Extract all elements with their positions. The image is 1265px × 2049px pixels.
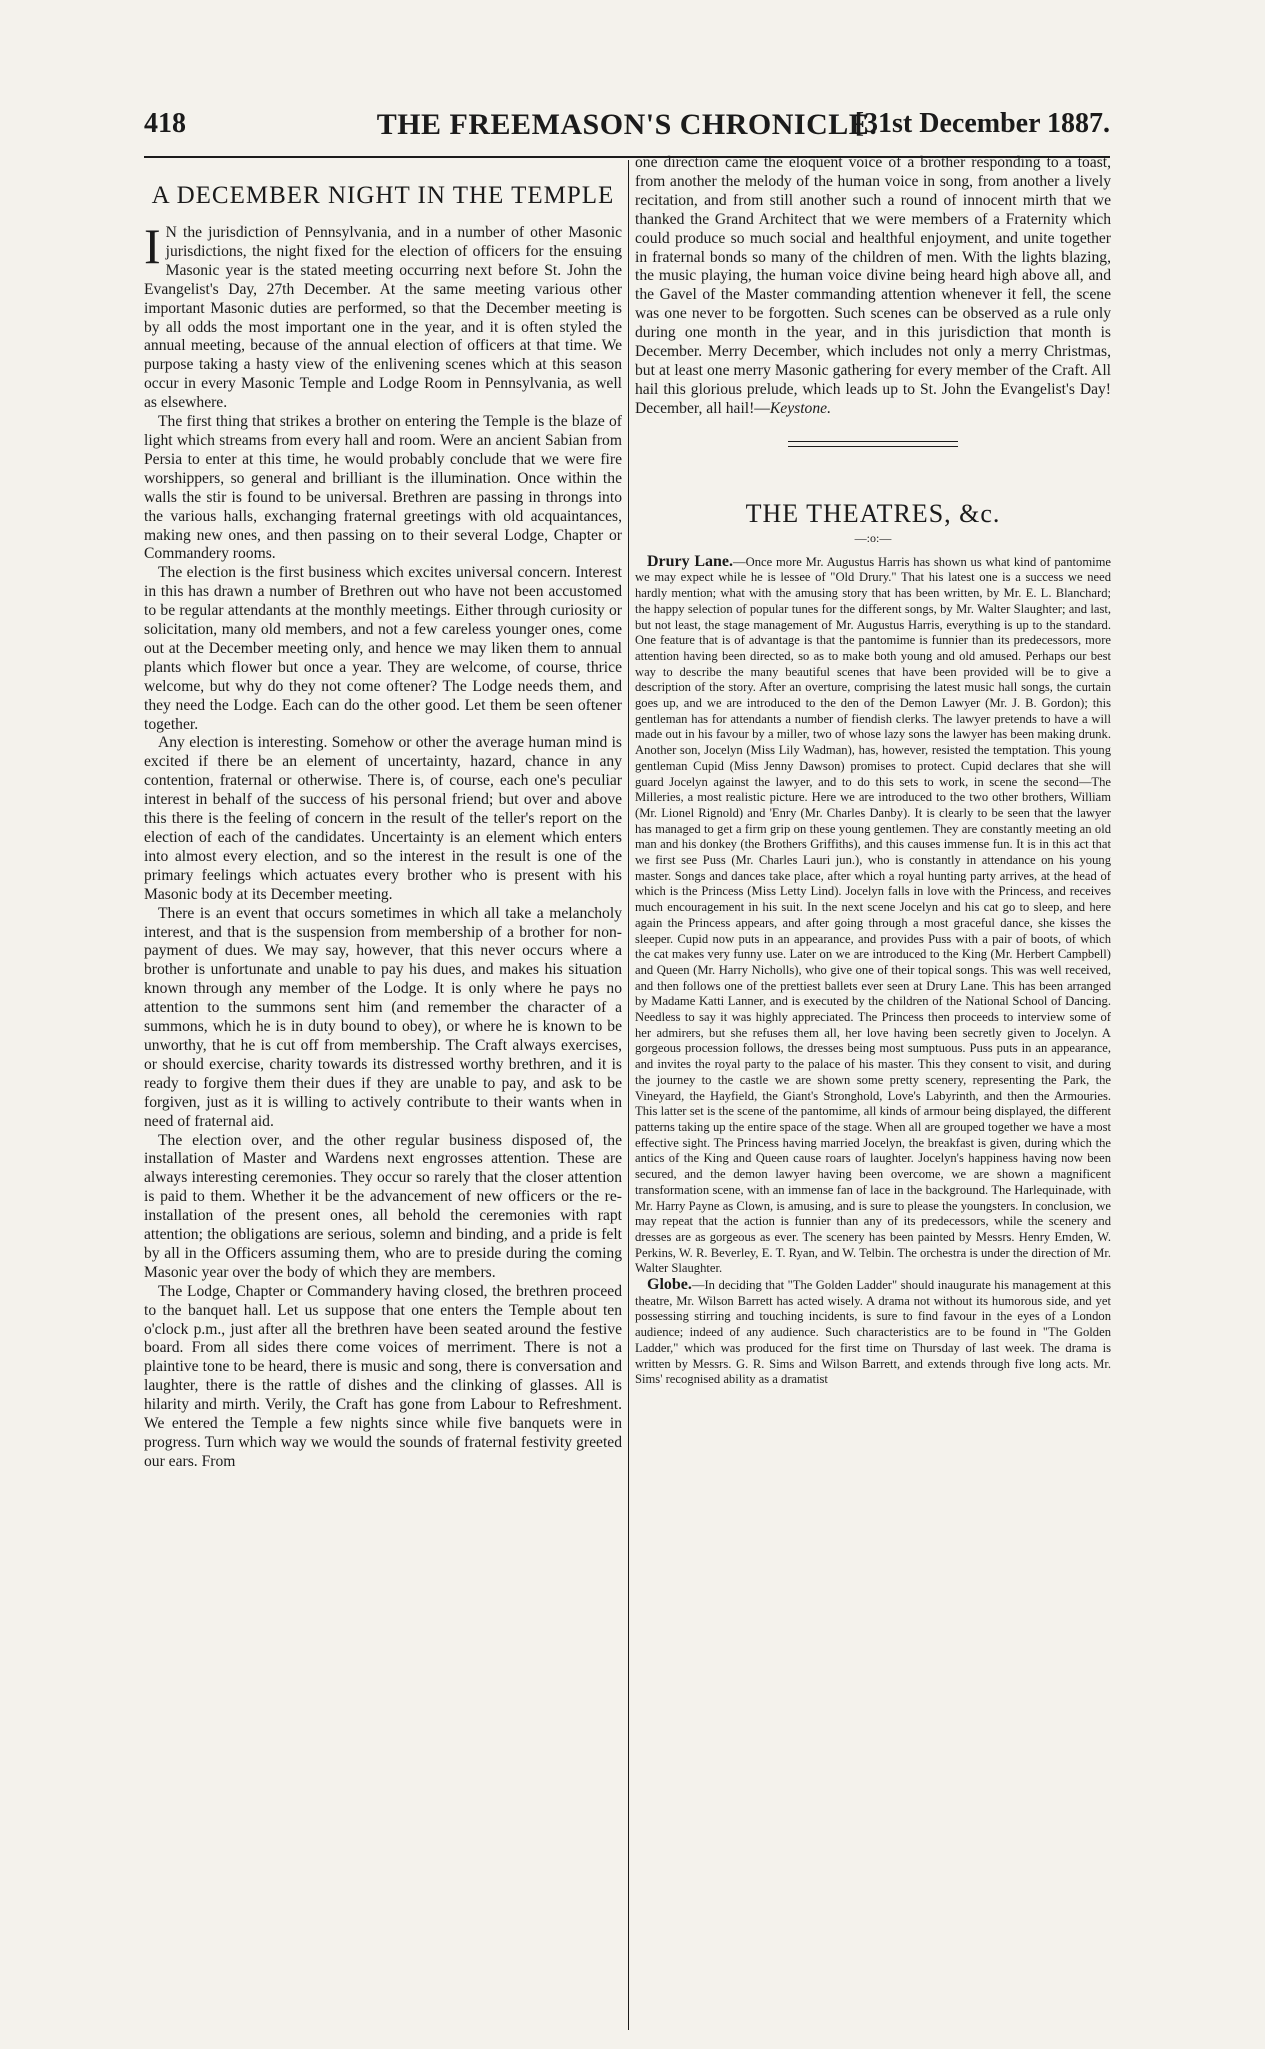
- article-paragraph: There is an event that occurs sometimes in which all take a melancholy interest, and that is the suspension from membership of a brother for non-payment of dues. We may say, however, that this never occurs where a brother is unfortunate and unable to pay his dues, and makes his situation known through any member of the Lodge. It is only where he pays no attention to the summons sent him (and remember the character of a summons, which he is in duty bound to obey), or where he is known to be unworthy, that he is cut off from membership. The Craft always exercises, or should exercise, charity towards its distressed worthy brethren, and it is ready to forgive them their dues if they are unable to pay, and ask to be forgiven, just as it is willing to actively contribute to their wants when in need of fraternal aid.: [144, 904, 622, 1130]
- article-paragraph: I N the jurisdiction of Pennsylvania, and in a number of other Masonic jurisdictions, the night fixed for the election of officers for the ensuing Masonic year is the stated meeting occurring next before St. John the Evangelist's Day, 27th December. At the same meeting various other important Masonic duties are performed, so that the December meeting is by all odds the most important one in the year, and it is often styled the annual meeting, because of the annual election of officers at that time. We purpose taking a hasty view of the enlivening scenes which at this season occur in every Masonic Temple and Lodge Room in Pennsylvania, as well as elsewhere.: [144, 218, 622, 412]
- title-ornament: —:o:—: [854, 530, 892, 545]
- theatre-reviews: [635, 554, 1111, 1388]
- article-paragraph: The election is the first business which excites universal concern. Interest in this has drawn a number of Brethren out who have not been accustomed to be regular attendants at the monthly meetings. Either through curiosity or solicitation, many old members, and not a few careless younger ones, come out at the December meeting only, and hence we may liken them to annual plants which flower but once a year. They are welcome, of course, thrice welcome, but why do they not come oftener? The Lodge needs them, and they need the Lodge. Each can do the other good. Let them be seen oftener together.: [144, 564, 622, 733]
- continuation-text: one direction came the eloquent voice of a brother responding to a toast, from another the melody of the human voice in song, from another a lively recitation, and from still another such a round of innocent mirth that we thanked the Grand Architect that we were members of a Fraternity which could produce so much social and healthful enjoyment, and unite together in fraternal bonds so many of the children of men. With the lights blazing, the music playing, the human voice divine being heard high above all, and the Gavel of the Master commanding attention whenever it fell, the scene was one never to be forgotten. Such scenes can be observed as a rule only during one month in the year, and in this jurisdiction that month is December. Merry December, which includes not only a merry Christmas, but at least one merry Masonic gathering for every member of the Craft. All hail this glorious prelude, which leads up to St. John the Evangelist's Day! December, all hail!—: [635, 154, 1111, 417]
- issue-date: [31st December 1887.: [854, 108, 1110, 139]
- drop-cap: I: [144, 218, 161, 274]
- section-divider: [788, 441, 958, 447]
- page-number: 418: [144, 108, 186, 139]
- section-title: THE THEATRES, &c.: [745, 498, 1001, 528]
- left-column: [144, 154, 622, 2034]
- right-column: [635, 154, 1111, 2034]
- publication-title: THE FREEMASON'S CHRONICLE.: [376, 108, 878, 141]
- masthead: [144, 108, 1110, 154]
- article-paragraph: Any election is interesting. Somehow or other the average human mind is excited if there be an element of uncertainty, hazard, chance in any contention, fraternal or otherwise. There is, of course, each one's peculiar interest in behalf of the success of his personal friend; but over and above this there is the feeling of concern in the result of the teller's report on the election of each of the candidates. Uncertainty is an element which enters into almost every election, and so the interest in the result is one of the primary feelings which actuates every brother who is present with his Masonic body at its December meeting.: [144, 734, 622, 903]
- article-title: A DECEMBER NIGHT IN THE TEMPLE: [151, 182, 615, 209]
- article-paragraph: The Lodge, Chapter or Commandery having closed, the brethren proceed to the banquet hall. Let us suppose that one enters the Temple about ten o'clock p.m., just after all the brethren have been seated around the festive board. From all sides there come voices of merriment. There is not a plaintive tone to be heard, there is music and song, there is conversation and laughter, there is the rattle of dishes and the clinking of glasses. All is hilarity and mirth. Verily, the Craft has gone from Labour to Refreshment. We entered the Temple a few nights since while five banquets were in progress. Turn which way we would the sounds of fraternal festivity greeted our ears. From: [144, 1282, 622, 1470]
- article-continuation: [635, 154, 1111, 419]
- review-lead: Drury Lane.: [647, 552, 733, 570]
- article-paragraph: The first thing that strikes a brother on entering the Temple is the blaze of light which streams from every hall and room. Were an ancient Sabian from Persia to enter at this time, he would probably conclude that we were fire worshippers, so general and brilliant is the illumination. Once within the walls the stir is found to be universal. Brethren are passing in throngs into the various halls, exchanging fraternal greetings with old acquaintances, making new ones, and then passing on to their several Lodge, Chapter or Commandery rooms.: [144, 413, 622, 563]
- review-text: —In deciding that "The Golden Ladder" should inaugurate his management at this theatre, Mr. Wilson Barrett has acted wisely. A drama not without its humorous side, and yet possessing stirring and touching incidents, is sure to find favour in the eyes of a London audience; indeed of any audience. Such characteristics are to be found in "The Golden Ladder," which was produced for the first time on Thursday of last week. The drama is written by Messrs. G. R. Sims and Wilson Barrett, and extends through five long acts. Mr. Sims' recognised ability as a dramatist: [635, 1278, 1111, 1387]
- article-paragraph: The election over, and the other regular business disposed of, the installation of Master and Wardens next engrosses attention. These are always interesting ceremonies. They occur so rarely that the closer attention is paid to them. Whether it be the advancement of new officers or the re-installation of the present ones, all behold the ceremonies with rapt attention; the obligations are serious, solemn and binding, and a pride is felt by all in the Officers assuming them, who are to preside during the coming Masonic year over the body of which they are members.: [144, 1131, 622, 1281]
- review-text: —Once more Mr. Augustus Harris has shown us what kind of pantomime we may expect while he is lessee of "Old Drury." That his latest one is a success we need hardly mention; what with the amusing story that has been written, by Mr. E. L. Blanchard; the happy selection of popular tunes for the different songs, by Mr. Walter Slaughter; and last, but not least, the stage management of Mr. Augustus Harris, everything is up to the standard. One feature that is of advantage is that the pantomime is funnier than its predecessors, more attention having been directed, so as to make both young and old amused. Perhaps our best way to describe the many beautiful scenes that have been provided will be to give a description of the story. After an overture, comprising the latest music hall songs, the curtain goes up, and we are introduced to the den of the Demon Lawyer (Mr. J. B. Gordon); this gentleman has for attendants a number of fiendish clerks. The lawyer pretends to have a will made out in his favour by a miller, two of whose lazy sons the lawyer has been making drunk. Another son, Jocelyn (Miss Lily Wadman), has, however, resisted the temptation. This young gentleman Cupid (Miss Jenny Dawson) promises to protect. Cupid declares that she will guard Jocelyn against the lawyer, and to do this sets to work, in scene the second—The Milleries, a most realistic picture. Here we are introduced to the two other brothers, William (Mr. Lionel Rignold) and 'Enry (Mr. Charles Danby). It is clearly to be seen that the lawyer has managed to get a firm grip on these young gentlemen. They are constantly meeting an old man and his donkey (the Brothers Griffiths), and this causes immense fun. It is in this act that we first see Puss (Mr. Charles Lauri jun.), who is constantly in attendance on his young master. Songs and dances take place, after which a royal hunting party arrives, at the head of which is the Princess (Miss Letty Lind). Jocelyn falls in love with the Princess, and receives much encouragement in his suit. In the next scene Jocelyn and his cat go to sleep, and here again the Princess appears, and after going through a most graceful dance, she kisses the sleeper. Cupid now puts in an appearance, and provides Puss with a pair of boots, of which the cat makes very funny use. Later on we are introduced to the King (Mr. Herbert Campbell) and Queen (Mr. Harry Nicholls), who give one of their topical songs. This was well received, and then follows one of the prettiest ballets ever seen at Drury Lane. This has been arranged by Madame Katti Lanner, and is executed by the children of the National School of Dancing. Needless to say it was highly appreciated. The Princess then proceeds to interview some of her admirers, but she refuses them all, her love having been secretly given to Jocelyn. A gorgeous procession follows, the dresses being most sumptuous. Puss puts in an appearance, and invites the royal party to the palace of his master. This they consent to visit, and during the journey to the castle we are shown some pretty scenery, representing the Park, the Vineyard, the Hayfield, the Giant's Stronghold, Love's Labyrinth, and then the Armouries. This latter set is the scene of the pantomime, all kinds of armour being displayed, the different patterns taking up the entire space of the stage. When all are grouped together we have a most effective sight. The Princess having married Jocelyn, the breakfast is given, during which the antics of the King and Queen cause roars of laughter. Jocelyn's happiness having now been secured, and the demon lawyer having been overcome, we are shown a magnificent transformation scene, with an immense fan of lace in the background. The Harlequinade, with Mr. Harry Payne as Clown, is amusing, and is sure to please the youngsters. In conclusion, we may repeat that the action is funnier than any of its predecessors, while the scenery and dresses are as gorgeous as ever. The scenery has been painted by Messrs. Henry Emden, W. Perkins, W. R. Beverley, E. T. Ryan, and W. Telbin. The orchestra is under the direction of Mr. Walter Slaughter.: [635, 554, 1111, 1276]
- column-divider: [628, 160, 629, 2030]
- review-item: [635, 554, 1111, 1277]
- review-item: [635, 1277, 1111, 1388]
- review-lead: Globe.: [647, 1276, 692, 1294]
- source-credit: Keystone.: [769, 399, 831, 417]
